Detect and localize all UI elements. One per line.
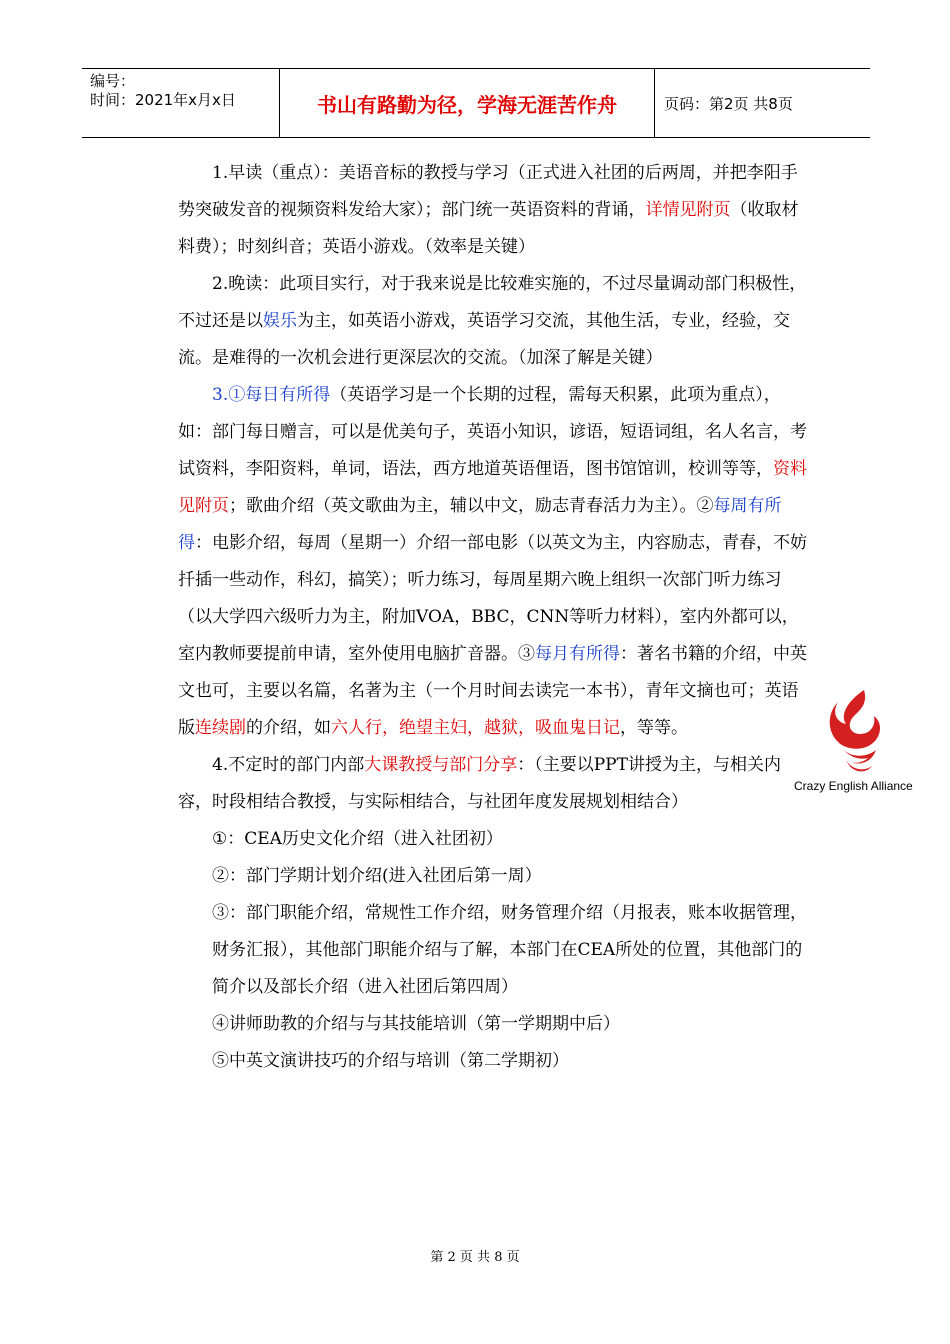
page-footer: 第 2 页 共 8 页	[430, 1250, 520, 1265]
code-label: 编号：	[90, 72, 136, 90]
text-run: 4.不定时的部门内部	[212, 755, 365, 775]
text-run: （收取材料费）；时刻纠音；英语小游戏。（效率是关键）	[178, 200, 799, 257]
logo-caption: Crazy English Alliance	[794, 779, 913, 793]
paragraph-evening-reading	[178, 266, 808, 377]
text-run: ；歌曲介绍（英文歌曲为主，辅以中文，励志青春活力为主）。②	[229, 496, 714, 516]
highlight-blue: 娱乐	[263, 311, 297, 331]
paragraph-morning-reading	[178, 155, 808, 266]
header-meta	[82, 69, 280, 137]
text-run: ：（主要以PPT讲授为主，与相关内容，时段相结合教授，与实际相结合，与社团年度发展规划相结合）	[178, 755, 781, 812]
highlight-blue: 每月有所得	[535, 644, 620, 664]
text-run: 2.晚读：此项目实行，对于我来说是比较难实施的，不过尽量调动部门积极性，不过还是以	[178, 274, 807, 331]
text-run: ，等等。	[620, 718, 688, 738]
document-body	[178, 155, 808, 1080]
highlight-blue: 每周有所得	[178, 496, 782, 553]
text-run: （英语学习是一个长期的过程，需每天积累，此项为重点），如：部门每日赠言，可以是优美句子，英语小知识，谚语，短语词组，名人名言，考试资料，李阳资料，单词，语法，西方地道英语俚语，图书馆馆训，校训等等，	[178, 385, 807, 479]
date-label: 时间：2021年x月x日	[90, 91, 236, 109]
text-run: ：著名书籍的介绍，中英文也可，主要以名篇，名著为主（一个月时间去读完一本书），青年文摘也可；英语版	[178, 644, 807, 738]
highlight-red: 六人行，绝望主妇，越狱，吸血鬼日记	[331, 718, 620, 738]
text-run: ：电影介绍，每周（星期一）介绍一部电影（以英文为主，内容励志，青春，不妨扦插一些动作，科幻，搞笑）；听力练习，每周星期六晚上组织一次部门听力练习（以大学四六级听力为主，附加VOA，BBC，CNN等听力材料），室内外都可以，室内教师要提前申请，室外使用电脑扩音器。③	[178, 533, 807, 664]
paragraph-lectures	[178, 747, 808, 821]
text-run: 1.早读（重点）：美语音标的教授与学习（正式进入社团的后两周，并把李阳手势突破发音的视频资料发给大家）；部门统一英语资料的背诵，	[178, 163, 798, 220]
highlight-red: 连续剧	[195, 718, 246, 738]
list-item: ④讲师助教的介绍与与其技能培训（第一学期期中后）	[212, 1014, 620, 1034]
highlight-red: 大课教授与部门分享	[364, 755, 518, 775]
highlight-red: 详情见附页	[645, 200, 731, 220]
list-item: ②：部门学期计划介绍(进入社团后第一周）	[212, 866, 542, 886]
text-run: 为主，如英语小游戏，英语学习交流，其他生活，专业，经验，交流。是难得的一次机会进行更深层次的交流。（加深了解是关键）	[178, 311, 790, 368]
page-header	[82, 68, 870, 138]
header-page-info: 页码：第2页 共8页	[664, 94, 793, 113]
cea-flame-logo-icon	[824, 686, 888, 774]
list-item: ⑤中英文演讲技巧的介绍与培训（第二学期初）	[212, 1051, 569, 1071]
highlight-blue: 3.①每日有所得	[212, 385, 331, 405]
paragraph-daily-gains	[178, 377, 808, 747]
text-run: 的介绍，如	[246, 718, 331, 738]
highlight-red: 资料见附页	[178, 459, 807, 516]
list-item: ①：CEA历史文化介绍（进入社团初）	[212, 829, 503, 849]
list-item: ③：部门职能介绍，常规性工作介绍，财务管理介绍（月报表，账本收据管理，财务汇报），其他部门职能介绍与了解，本部门在CEA所处的位置，其他部门的简介以及部长介绍（进入社团后第四周）	[212, 903, 807, 997]
header-motto: 书山有路勤为径，学海无涯苦作舟	[280, 69, 655, 137]
